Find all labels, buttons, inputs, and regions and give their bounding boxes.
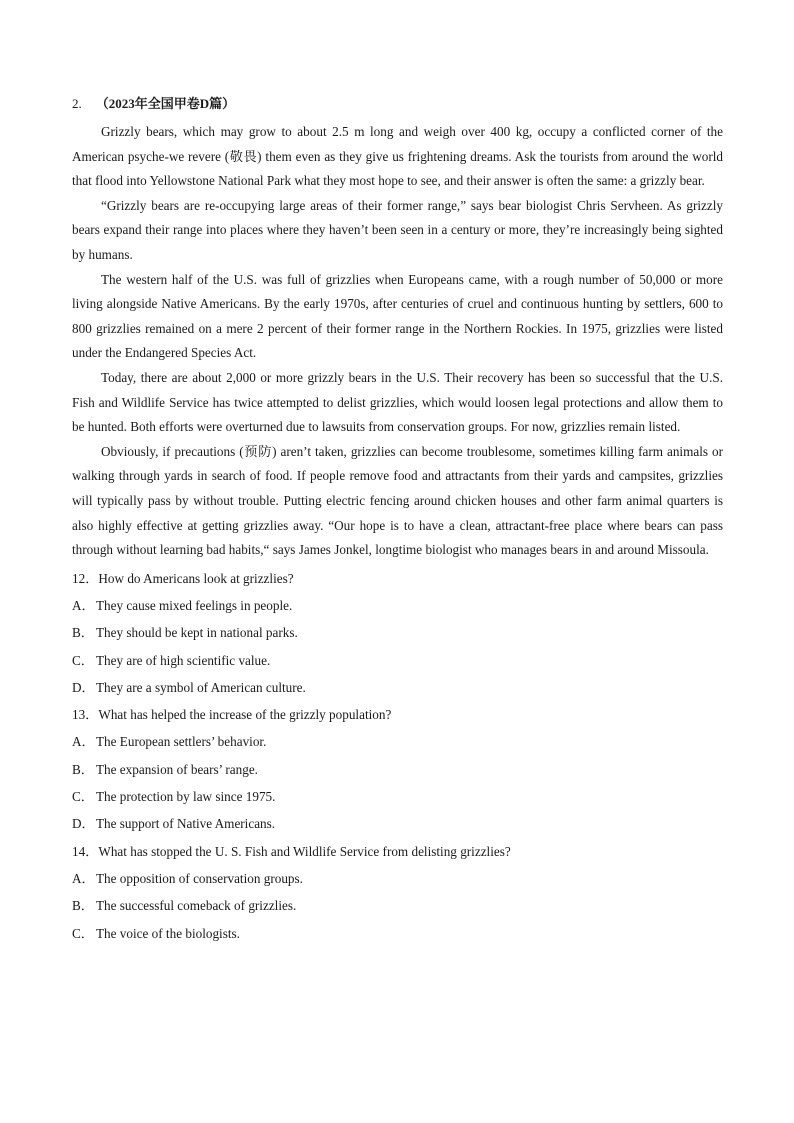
answer-option (72, 810, 723, 837)
answer-option (72, 920, 723, 947)
question-number: 13． (72, 707, 99, 723)
question-stem (72, 838, 723, 865)
answer-option (72, 728, 723, 755)
passage (72, 120, 723, 563)
question-number: 12． (72, 570, 99, 586)
option-text: They are of high scientific value. (96, 652, 271, 668)
document-page (72, 94, 723, 947)
option-label: C． (72, 789, 94, 805)
answer-option (72, 783, 723, 810)
passage-paragraph: Obviously, if precautions (预防) aren’t taken, grizzlies can become troublesome, sometimes killing farm animals or walking through yards in search of food. If people remove food and attractants from their yards and campsites, grizzlies will typically pass by without trouble. Putting electric fencing around chicken houses and other farm animal quarters is also highly effective at getting grizzlies away. “Our hope is to have a clean, attractant-free place where bears can pass through without learning bad habits,“ says James Jonkel, longtime biologist who manages bears in and around Missoula. (72, 443, 723, 558)
answer-option (72, 756, 723, 783)
option-text: The expansion of bears’ range. (96, 761, 258, 777)
option-label: C． (72, 925, 94, 941)
option-label: A． (72, 870, 95, 886)
option-text: The voice of the biologists. (96, 925, 240, 941)
section-heading (72, 94, 723, 114)
option-label: A． (72, 734, 95, 750)
section-number: 2. (72, 96, 82, 111)
answer-option (72, 865, 723, 892)
option-text: The opposition of conservation groups. (96, 870, 303, 886)
passage-paragraph: Today, there are about 2,000 or more grizzly bears in the U.S. Their recovery has been so successful that the U.S. Fish and Wildlife Service has twice attempted to delist grizzlies, which would loosen legal protections and allow them to be hunted. Both efforts were overturned due to lawsuits from conservation groups. For now, grizzlies remain listed. (72, 369, 723, 435)
option-label: B． (72, 625, 94, 641)
question-stem (72, 565, 723, 592)
answer-option (72, 647, 723, 674)
option-label: C． (72, 652, 94, 668)
passage-paragraph: Grizzly bears, which may grow to about 2.5 m long and weigh over 400 kg, occupy a conflicted corner of the American psyche-we revere (敬畏) them even as they give us frightening dreams. Ask the tourists from around the world that flood into Yellowstone National Park what they most hope to see, and their answer is often the same: a grizzly bear. (72, 124, 723, 189)
option-text: They cause mixed feelings in people. (96, 597, 293, 613)
question-14 (72, 838, 723, 947)
option-label: A． (72, 597, 95, 613)
question-text: What has helped the increase of the grizzly population? (98, 707, 392, 723)
option-label: D． (72, 816, 95, 832)
question-13 (72, 701, 723, 837)
answer-option (72, 592, 723, 619)
passage-paragraph: The western half of the U.S. was full of grizzlies when Europeans came, with a rough number of 50,000 or more living alongside Native Americans. By the early 1970s, after centuries of cruel and continuous hunting by settlers, 600 to 800 grizzlies remained on a mere 2 percent of their former range in the Northern Rockies. In 1975, grizzlies were listed under the Endangered Species Act. (72, 271, 723, 361)
question-12 (72, 565, 723, 701)
option-text: They are a symbol of American culture. (96, 679, 306, 695)
question-list (72, 565, 723, 947)
option-label: B． (72, 761, 94, 777)
option-text: The protection by law since 1975. (96, 789, 276, 805)
question-number: 14． (72, 843, 99, 859)
option-text: The support of Native Americans. (96, 816, 276, 832)
answer-option (72, 674, 723, 701)
answer-option (72, 619, 723, 646)
option-label: B． (72, 898, 94, 914)
passage-paragraph: “Grizzly bears are re-occupying large areas of their former range,” says bear biologist Chris Servheen. As grizzly bears expand their range into places where they haven’t been seen in a century or more, they’re increasingly being sighted by humans. (72, 197, 723, 262)
option-text: The European settlers’ behavior. (96, 734, 267, 750)
option-text: They should be kept in national parks. (96, 625, 298, 641)
option-label: D． (72, 679, 95, 695)
question-stem (72, 701, 723, 728)
answer-option (72, 892, 723, 919)
question-text: What has stopped the U. S. Fish and Wildlife Service from delisting grizzlies? (98, 843, 511, 859)
question-text: How do Americans look at grizzlies? (98, 570, 294, 586)
section-source: （2023年全国甲卷D篇） (95, 96, 236, 111)
option-text: The successful comeback of grizzlies. (96, 898, 297, 914)
